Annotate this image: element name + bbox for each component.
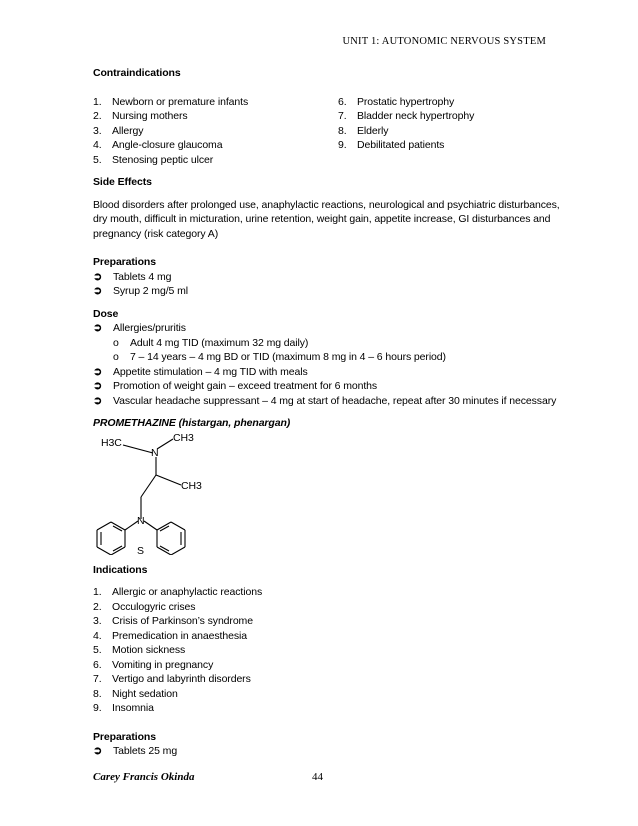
contraindications-list xyxy=(93,95,563,168)
list-item: 4. Premedication in anaesthesia xyxy=(93,629,247,642)
list-item: 4. Angle-closure glaucoma xyxy=(93,139,223,151)
methyl-label: CH3 xyxy=(181,479,202,492)
indications-list xyxy=(93,585,563,716)
indications-heading: Indications xyxy=(93,563,148,576)
list-item: 2. Nursing mothers xyxy=(93,110,188,122)
list-item: ➲ Tablets 4 mg xyxy=(93,270,172,283)
list-item: 6. Prostatic hypertrophy xyxy=(338,95,455,108)
arrow-right-circle-icon: ➲ xyxy=(93,322,103,334)
methyl-label: CH3 xyxy=(173,432,194,444)
list-item: 5. Stenosing peptic ulcer xyxy=(93,153,214,166)
arrow-right-circle-icon: ➲ xyxy=(93,745,103,757)
arrow-right-circle-icon: ➲ xyxy=(93,380,103,392)
nitrogen-label: N xyxy=(137,514,145,527)
list-item: 2. Occulogyric crises xyxy=(93,600,196,613)
running-header: UNIT 1: AUTONOMIC NERVOUS SYSTEM xyxy=(342,36,546,47)
side-effects-heading: Side Effects xyxy=(93,176,152,188)
contraindications-heading: Contraindications xyxy=(93,67,181,79)
list-item: 8. Elderly xyxy=(338,124,389,137)
drug-title: PROMETHAZINE (histargan, phenargan) xyxy=(93,417,291,429)
list-item: ➲ Tablets 25 mg xyxy=(93,745,178,757)
list-item: 3. Crisis of Parkinson’s syndrome xyxy=(93,615,253,627)
arrow-right-circle-icon: ➲ xyxy=(93,365,103,378)
list-item: 7. Vertigo and labyrinth disorders xyxy=(93,673,251,685)
list-item: 1. Newborn or premature infants xyxy=(93,95,249,108)
hollow-circle-icon: o xyxy=(113,336,119,349)
methyl-label: H3C xyxy=(101,436,122,449)
list-item: ➲ Vascular headache suppressant – 4 mg at start of headache, repeat after 30 minutes if necessary xyxy=(93,394,557,407)
list-item: 9. Insomnia xyxy=(93,702,154,714)
page-content xyxy=(93,66,563,759)
nitrogen-label: N xyxy=(151,446,159,459)
list-item: ➲ Appetite stimulation – 4 mg TID with meals xyxy=(93,365,308,378)
arrow-right-circle-icon: ➲ xyxy=(93,285,103,297)
hollow-circle-icon: o xyxy=(113,351,119,363)
page-number: 44 xyxy=(312,771,323,783)
list-item: 5. Motion sickness xyxy=(93,644,186,656)
list-item: 8. Night sedation xyxy=(93,687,178,700)
list-item: ➲ Promotion of weight gain – exceed treatment for 6 months xyxy=(93,380,378,392)
footer-author: Carey Francis Okinda xyxy=(93,771,195,783)
dose-heading: Dose xyxy=(93,307,119,320)
sub-list-item: o Adult 4 mg TID (maximum 32 mg daily) xyxy=(113,336,309,349)
arrow-right-circle-icon: ➲ xyxy=(93,394,103,407)
list-item: ➲ Allergies/pruritis xyxy=(93,322,186,334)
promethazine-structure xyxy=(93,433,223,555)
list-item: 9. Debilitated patients xyxy=(338,139,445,151)
list-item: ➲ Syrup 2 mg/5 ml xyxy=(93,285,188,297)
sub-list-item: o 7 – 14 years – 4 mg BD or TID (maximum 8 mg in 4 – 6 hours period) xyxy=(113,351,446,363)
list-item: 6. Vomiting in pregnancy xyxy=(93,658,214,671)
arrow-right-circle-icon: ➲ xyxy=(93,270,103,283)
sulfur-label: S xyxy=(137,544,144,555)
list-item: 1. Allergic or anaphylactic reactions xyxy=(93,586,263,598)
list-item: 3. Allergy xyxy=(93,124,144,137)
side-effects-text: Blood disorders after prolonged use, anaphylactic reactions, neurological and psychiatric disturbances, dry mouth, difficult in micturation, urine retention, weight gain, appetite increase, GI disturbances and pregnancy (risk category A) xyxy=(93,198,560,240)
preparations-heading: Preparations xyxy=(93,730,156,743)
preparations-heading: Preparations xyxy=(93,256,156,268)
list-item: 7. Bladder neck hypertrophy xyxy=(338,110,475,122)
